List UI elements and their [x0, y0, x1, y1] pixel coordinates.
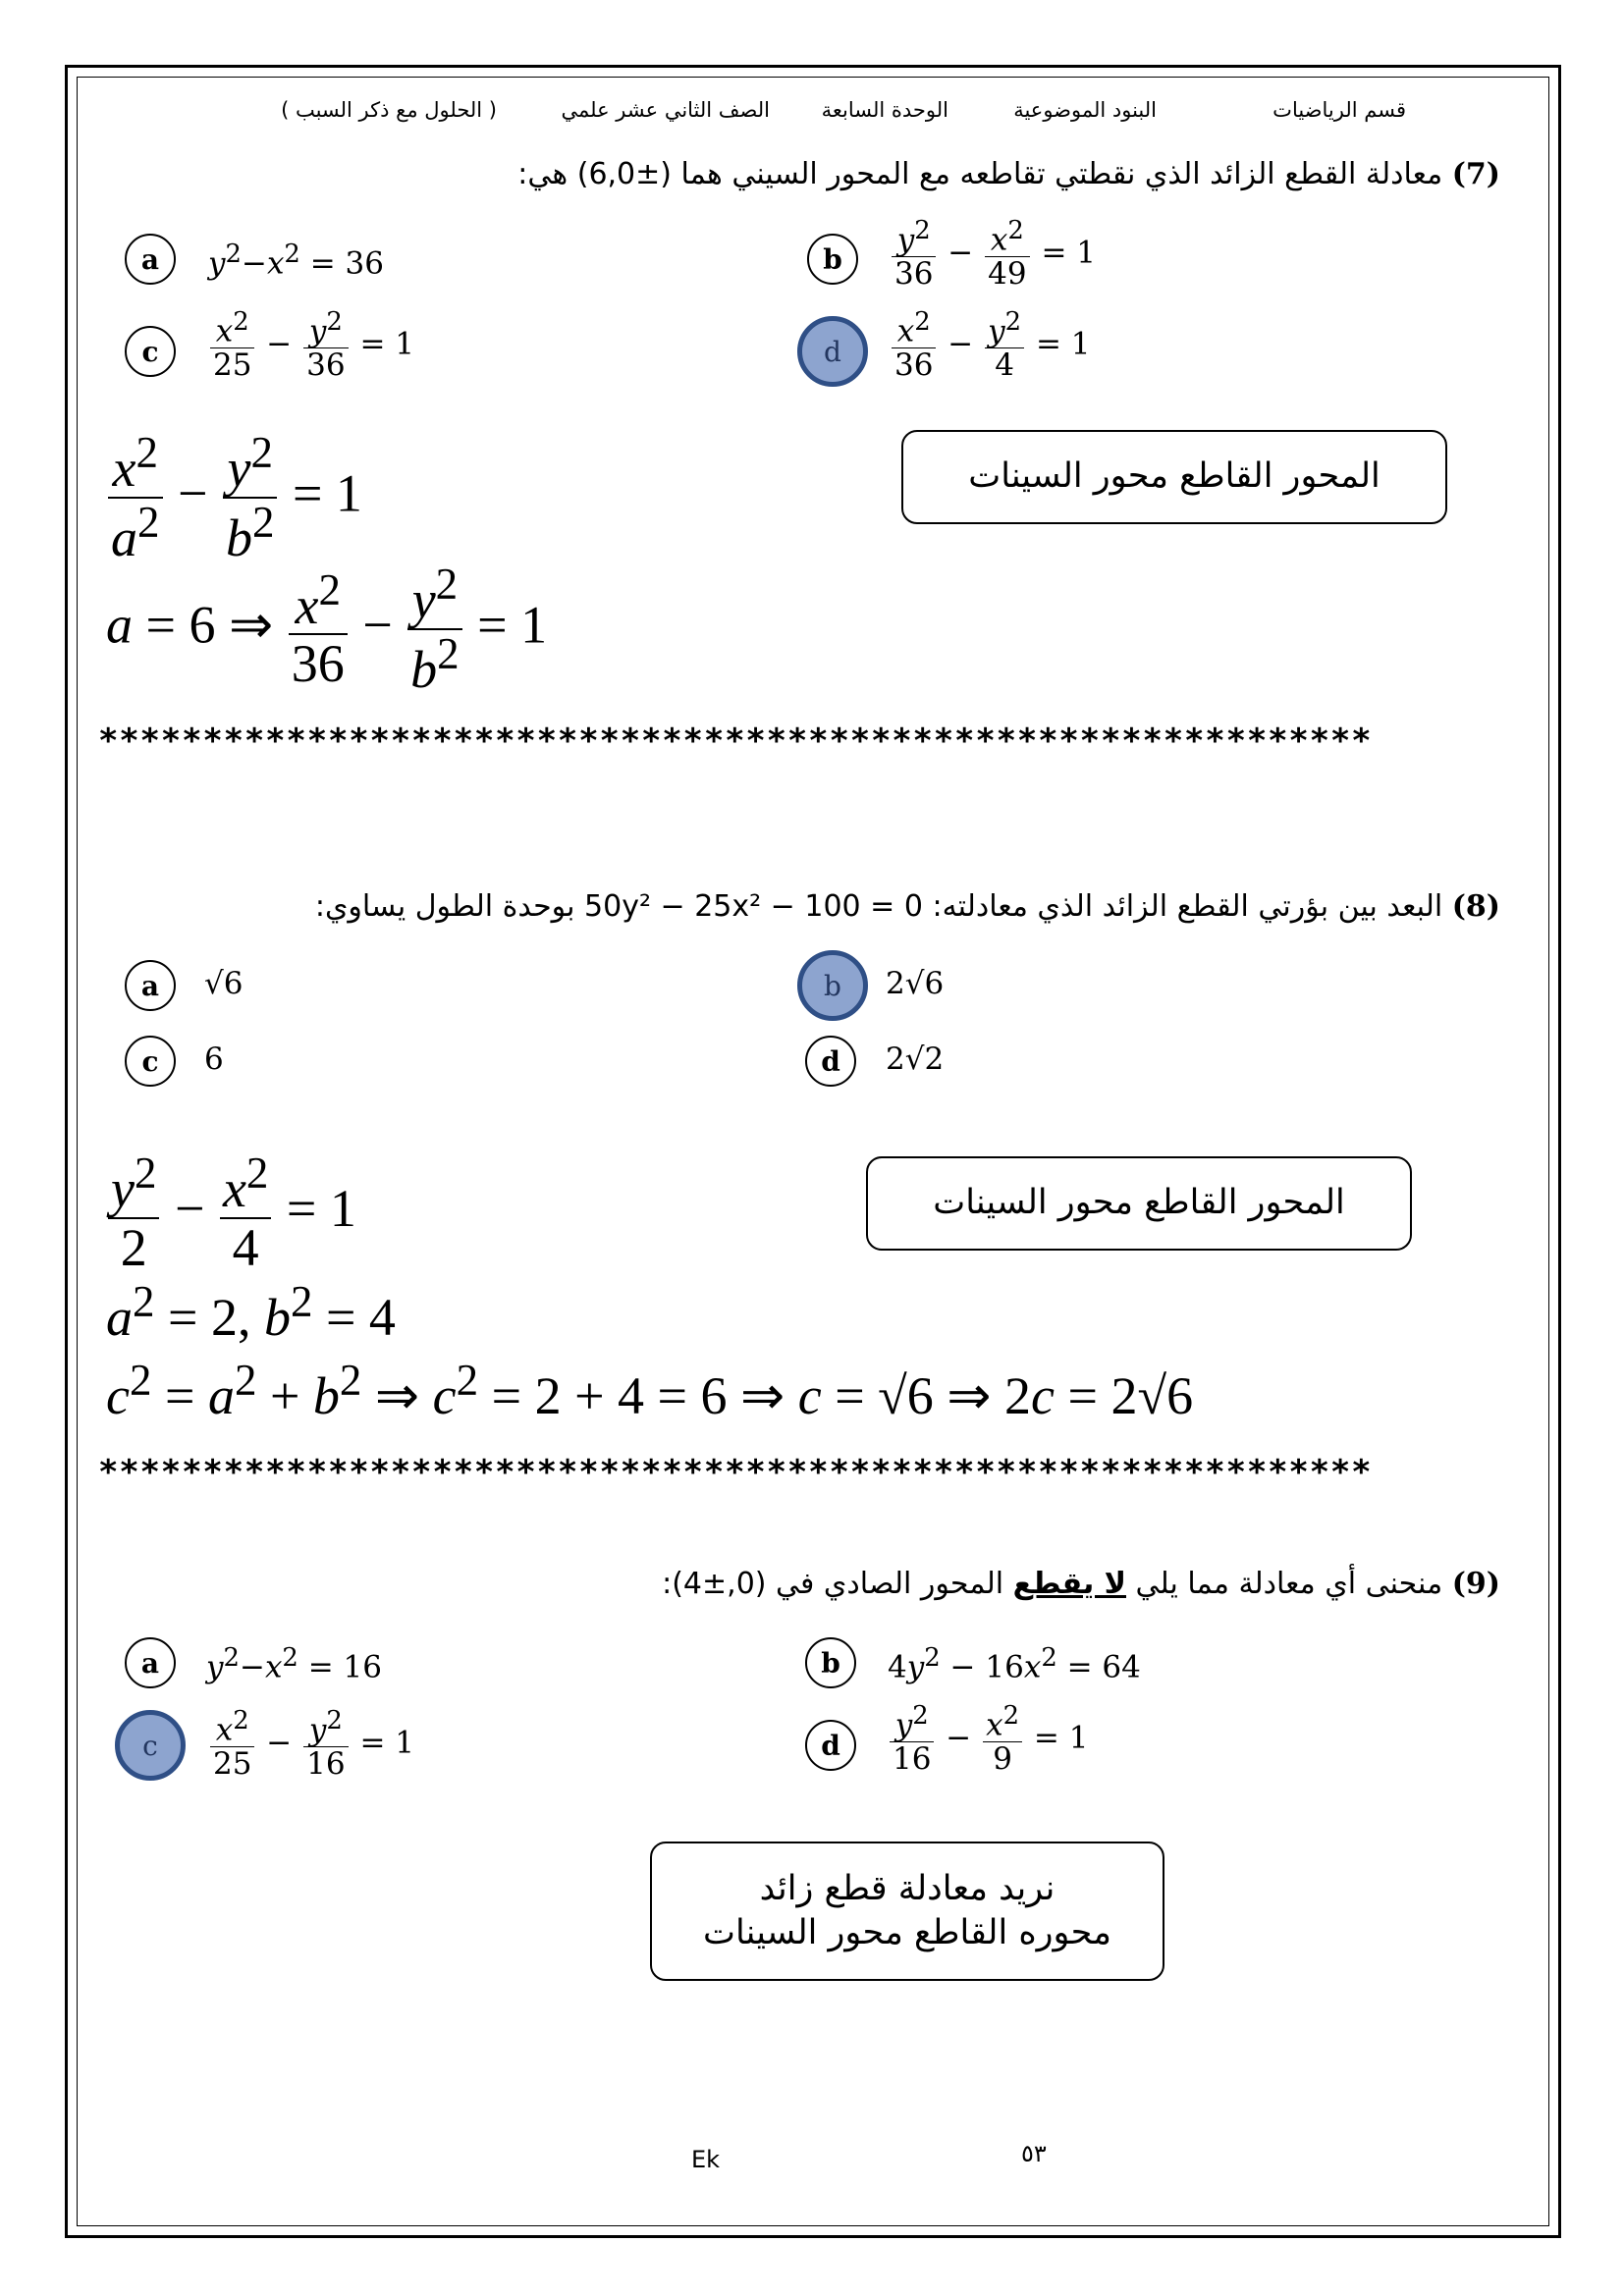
q9-option-a-marker[interactable]: a — [125, 1637, 176, 1688]
header-department: قسم الرياضيات — [1272, 98, 1406, 122]
header-grade: الصف الثاني عشر علمي — [561, 98, 770, 122]
q8-option-a-value: √6 — [204, 966, 244, 1001]
q8-option-a-marker[interactable]: a — [125, 960, 176, 1011]
question-8-text: البعد بين بؤرتي القطع الزائد الذي معادلته: 50y² − 25x² − 100 = 0 بوحدة الطول يساوي: — [314, 889, 1443, 924]
q9-option-b-marker[interactable]: b — [805, 1637, 856, 1688]
question-9-text-post: المحور الصادي في (0,±4): — [662, 1567, 1004, 1601]
q7-work-line-2: a = 6 ⇒ $\frac{x^2}{36}$ − $\frac{y^2}{b^2}$ = 1 — [106, 560, 548, 699]
question-9-prompt — [662, 1567, 1500, 1601]
q9-note-box — [650, 1842, 1164, 1981]
q7-option-b-marker[interactable]: b — [807, 234, 858, 285]
footer-page-number: ٥٣ — [1021, 2140, 1047, 2167]
q9-option-a-equation: $y^2-x^2 = 16$ — [206, 1643, 382, 1685]
question-8-prompt — [315, 889, 1500, 924]
question-9-text-pre: منحنى أي معادلة مما يلي — [1135, 1567, 1443, 1601]
q9-option-b-equation: $4y^2 - 16x^2 = 64$ — [888, 1643, 1141, 1685]
separator-1: ************************************************************* — [98, 721, 1373, 761]
q7-option-c-equation: $\frac{x^2}{25}$ − $\frac{y^2}{36}$ = 1 — [208, 309, 414, 382]
footer-initials: Ek — [691, 2146, 721, 2173]
q9-note-line-1: نريد معادلة قطع زائد — [759, 1868, 1056, 1908]
separator-2: ************************************************************* — [98, 1453, 1373, 1492]
q7-work-line-1: $\frac{x^2}{a^2}$ − $\frac{y^2}{b^2}$ = 1 — [106, 430, 362, 567]
q7-option-a-marker[interactable]: a — [125, 234, 176, 285]
q8-option-b-marker-selected[interactable]: b — [797, 950, 868, 1021]
q8-work-line-2: $a^2 = 2$, $b^2 = 4$ — [106, 1277, 396, 1347]
header-items-type: البنود الموضوعية — [1013, 98, 1157, 122]
question-9-number: (9) — [1451, 1567, 1500, 1601]
q8-work-line-3: $c^2 = a^2 + b^2$ ⇒ $c^2 = 2 + 4 = 6$ ⇒ c = √6 ⇒ 2c = 2√6 — [106, 1356, 1194, 1425]
q9-note-line-2: محوره القاطع محور السينات — [703, 1913, 1111, 1952]
question-9-text-emphasis: لا يقطع — [1012, 1567, 1126, 1601]
header-solutions-note: ( الحلول مع ذكر السبب ) — [281, 98, 497, 122]
q8-note-box — [866, 1156, 1412, 1251]
q7-option-b-equation: $\frac{y^2}{36}$ − $\frac{x^2}{49}$ = 1 — [890, 218, 1096, 291]
q8-option-d-value: 2√2 — [886, 1041, 945, 1077]
q8-note-text: المحور القاطع محور السينات — [933, 1183, 1345, 1223]
q7-option-d-marker-selected[interactable]: d — [797, 316, 868, 387]
question-7-text: معادلة القطع الزائد الذي نقطتي تقاطعه مع المحور السيني هما (±6,0) هي: — [517, 157, 1443, 191]
q9-option-c-equation: $\frac{x^2}{25}$ − $\frac{y^2}{16}$ = 1 — [208, 1708, 414, 1781]
q9-option-d-equation: $\frac{y^2}{16}$ − $\frac{x^2}{9}$ = 1 — [888, 1703, 1088, 1776]
q9-option-d-marker[interactable]: d — [805, 1720, 856, 1771]
question-8-number: (8) — [1451, 889, 1500, 924]
q7-option-c-marker[interactable]: c — [125, 326, 176, 377]
question-7-prompt — [517, 157, 1500, 191]
q8-work-line-1: $\frac{y^2}{2}$ − $\frac{x^2}{4}$ = 1 — [106, 1150, 356, 1277]
header-unit: الوحدة السابعة — [821, 98, 948, 122]
q8-option-c-marker[interactable]: c — [125, 1036, 176, 1087]
q8-option-b-value: 2√6 — [886, 966, 945, 1001]
q7-note-box — [901, 430, 1447, 524]
q7-option-d-equation: $\frac{x^2}{36}$ − $\frac{y^2}{4}$ = 1 — [890, 309, 1091, 382]
q8-option-d-marker[interactable]: d — [805, 1036, 856, 1087]
q9-option-c-marker-selected[interactable]: c — [115, 1710, 186, 1781]
q7-note-text: المحور القاطع محور السينات — [968, 456, 1380, 497]
q8-option-c-value: 6 — [204, 1041, 224, 1077]
question-7-number: (7) — [1451, 157, 1500, 191]
q7-option-a-equation: $y^2-x^2 = 36$ — [208, 240, 384, 282]
